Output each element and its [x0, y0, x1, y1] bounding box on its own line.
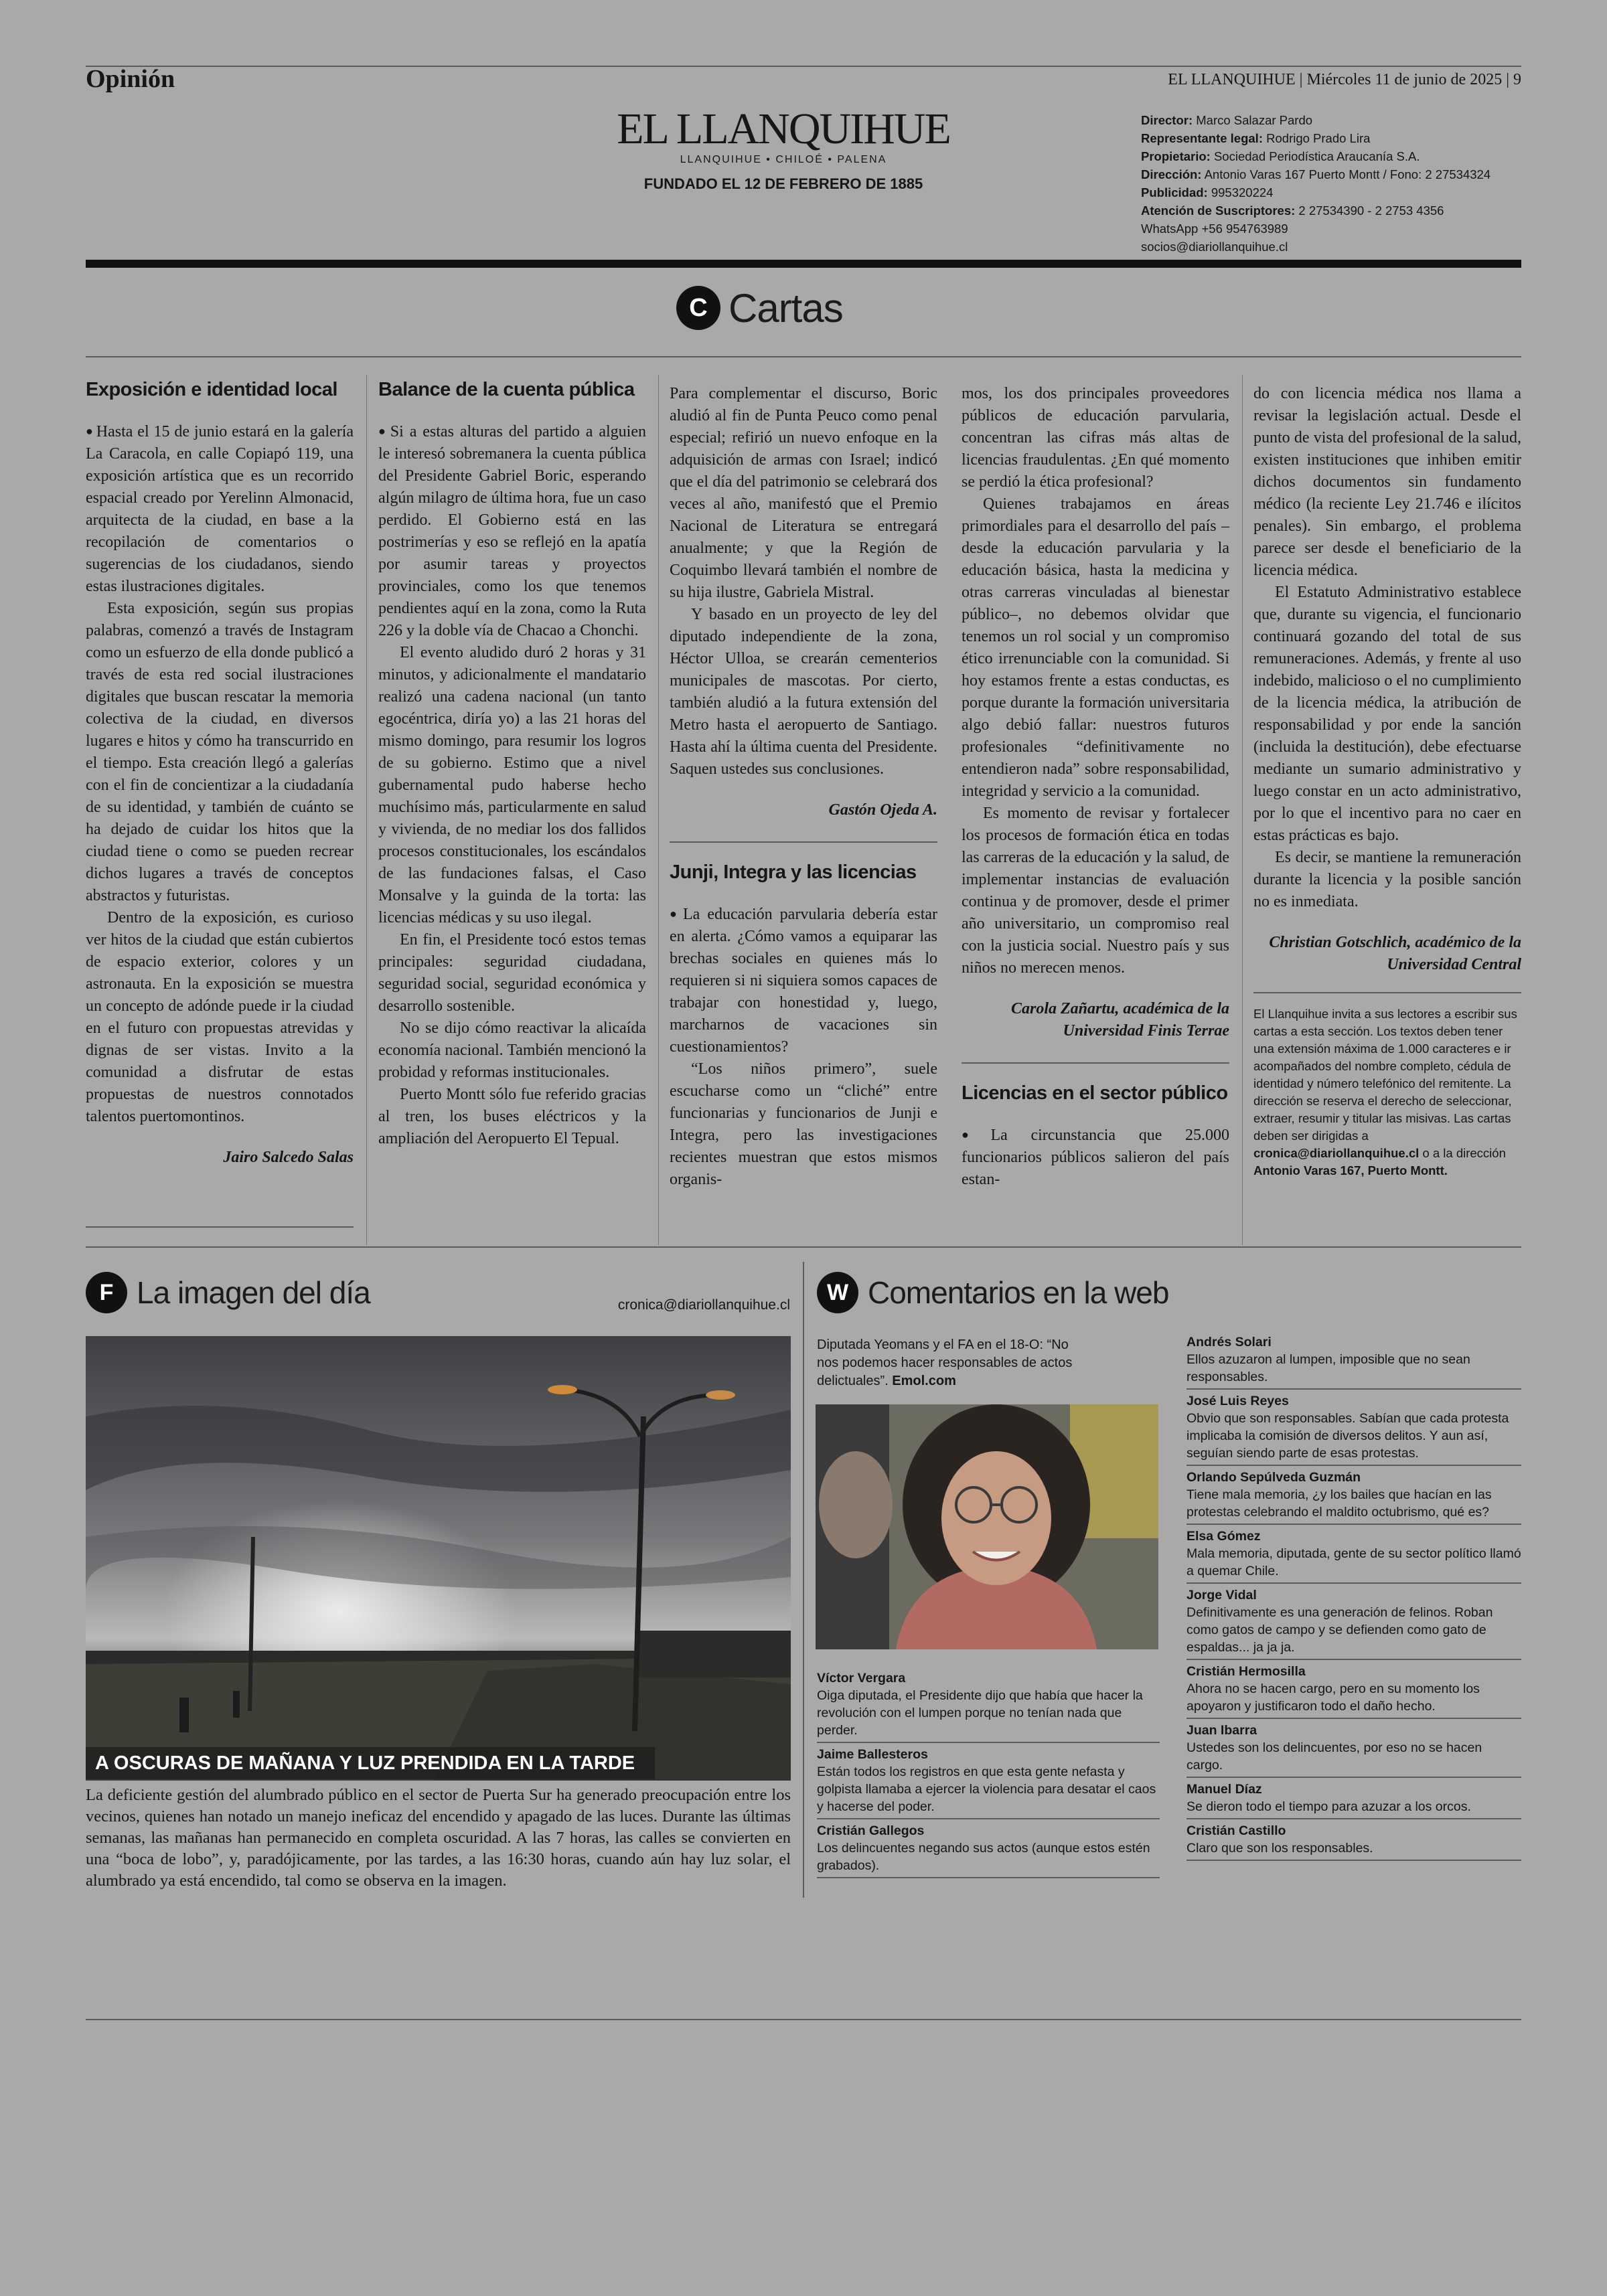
staff-line: Director: Marco Salazar Pardo [1141, 113, 1313, 127]
comment-item [817, 1746, 1160, 1819]
letter-paragraph: Es decir, se mantiene la remuneración durante la licencia y la posible sanción no es inmediata. [1253, 849, 1521, 910]
notice-email-link[interactable]: cronica@diariollanquihue.cl [1253, 1146, 1420, 1160]
staff-line: socios@diariollanquihue.cl [1141, 240, 1288, 254]
bottom-column-divider [803, 1262, 804, 1898]
comment-author: Jaime Ballesteros [817, 1747, 928, 1762]
letter-paragraph: ● Hasta el 15 de junio estará en la galería La Caracola, en calle Copiapó 119, una exposición artística que es un recorrido espacial creado por Yerelinn Almonacid, arquitecta de la ciudad, en base a la recopilación de comentarios o sugerencias de los ciudadanos, siendo estas ilustraciones digitales. [86, 420, 354, 598]
column-four [962, 383, 1229, 1191]
staff-line: Representante legal: Rodrigo Prado Lira [1141, 131, 1371, 145]
cartas-section-title [676, 281, 843, 335]
letter-paragraph: do con licencia médica nos llama a revisar la legislación actual. Desde el punto de vista del profesional de la salud, existen instituciones que inhiben emitir dichos documentos sin fundamento médico (la reciente Ley 21.746 e ilícitos penales). Sin embargo, el problema parece ser desde el beneficiario de la licencia médica. [1253, 385, 1521, 579]
page-bottom-rule [86, 2019, 1521, 2020]
letter-paragraph: Quienes trabajamos en áreas primordiales para el desarrollo del país –desde la educación parvularia y la educación básica, hasta la medicina y otras carreras vinculadas al bienestar público–, no debemos olvidar que tenemos un rol social y un compromiso ético irrenunciable con la comunidad. Si hoy estamos frente a estas conductas, es porque durante la formación universitaria algo debió fallar: nuestros futuros profesionales “definitivamente no entendieron nada” sobre responsabilidad, integridad y servicio a la comunidad. [962, 495, 1229, 800]
comment-text: Se dieron todo el tiempo para azuzar a los orcos. [1187, 1799, 1471, 1814]
comment-text: Están todos los registros en que esta gente nefasta y golpista llamaba a ejercer la violencia para desatar el caos y hacerse del poder. [817, 1765, 1156, 1814]
comment-text: Mala memoria, diputada, gente de su sector político llamó a quemar Chile. [1187, 1546, 1521, 1578]
comment-text: Obvio que son responsables. Sabían que cada protesta implicaba la comisión de diversos delitos. Y aun así, seguían siendo parte de esas protestas. [1187, 1411, 1509, 1461]
column-five [1253, 383, 1521, 1179]
founded-line: FUNDADO EL 12 DE FEBRERO DE 1885 [643, 175, 923, 192]
letter-paragraph: Es momento de revisar y fortalecer los procesos de formación ética en todas las carreras de la educación y la salud, de implementar instancias de evaluación continua y de promover, desde el primer año universitario, un compromiso real con la justicia social. Nuestro país y sus niños no merecen menos. [962, 805, 1229, 977]
comment-text: Los delincuentes negando sus actos (aunque estos estén grabados). [817, 1841, 1150, 1873]
letter-signature: Christian Gotschlich, académico de la Universidad Central [1269, 934, 1521, 973]
letter-paragraph: Dentro de la exposición, es curioso ver hitos de la ciudad que están cubiertos de espacio exterior, colores y un astronauta. En la exposición se muestra un concepto de adónde puede ir la ciudad en el futuro con propuestas atrevidas y dignas de ser vistas. Invito a la comunidad a disfrutar de estas propuestas de nuestros connotados talentos puertomontinos. [86, 909, 354, 1125]
letter-paragraph: El Estatuto Administrativo establece que, durante su vigencia, el funcionario continuará gozando del total de sus remuneraciones. Además, y frente al uso indebido, malicioso o el no cumplimiento de la licencia médica, la atribución de responsabilidad y por ende la sanción (incluida la destitución), debe efectuarse mediante un sumario administrativo y luego constar en un acto administrativo, por lo que el incentivo para no caer en estas prácticas es bajo. [1253, 584, 1521, 844]
letter-paragraph: mos, los dos principales proveedores públicos de educación parvularia, concentran las cifras más altas de licencias fraudulentas. ¿En qué momento se perdió la ética profesional? [962, 385, 1229, 491]
comment-text: Ustedes son los delincuentes, por eso no se hacen cargo. [1187, 1740, 1482, 1773]
comment-item [1187, 1822, 1521, 1861]
notice-address: Antonio Varas 167, Puerto Montt. [1253, 1163, 1448, 1177]
photo-email-link[interactable]: cronica@diariollanquihue.cl [617, 1297, 790, 1313]
comment-item [1187, 1586, 1521, 1660]
staff-line: Publicidad: 995320224 [1141, 185, 1274, 199]
column-divider [1242, 375, 1243, 1245]
comment-author: Orlando Sepúlveda Guzmán [1187, 1470, 1361, 1485]
letter-paragraph: ● Si a estas alturas del partido a alguien le interesó sobremanera la cuenta pública del Presidente Gabriel Boric, esperando algún milagro de última hora, fue un caso perdido. El Gobierno está en las postrimerías y eso se reflejó en la apatía por asumir tareas y proyectos provinciales, como los que tenemos pendientes aquí en la zona, como la Ruta 226 y la doble vía de Chacao a Chonchi. [378, 420, 646, 642]
comment-item [817, 1669, 1160, 1743]
comment-item [1187, 1469, 1521, 1525]
staff-line: Propietario: Sociedad Periodística Araucanía S.A. [1141, 149, 1420, 163]
comment-author: Andrés Solari [1187, 1335, 1272, 1349]
comment-item [817, 1822, 1160, 1878]
cartas-badge-icon: C [676, 286, 720, 330]
lead-source-link[interactable]: Emol.com [892, 1374, 956, 1388]
column-divider [658, 375, 659, 1245]
comment-author: José Luis Reyes [1187, 1394, 1289, 1408]
comment-author: Víctor Vergara [817, 1671, 906, 1686]
comment-item [1187, 1392, 1521, 1466]
staff-line: Atención de Suscriptores: 2 27534390 - 2 2753 4356 [1141, 203, 1444, 218]
masthead [583, 104, 984, 193]
comment-text: Definitivamente es una generación de felinos. Roban como gatos de campo y se defienden como gato de espaldas... ja ja ja. [1187, 1605, 1493, 1655]
photo-caption-title: A OSCURAS DE MAÑANA Y LUZ PRENDIDA EN LA TARDE [86, 1747, 655, 1779]
comment-item [1187, 1333, 1521, 1390]
letter-paragraph: En fin, el Presidente tocó estos temas principales: seguridad ciudadana, seguridad social, seguridad económica y desarrollo sostenible. [378, 931, 646, 1015]
deputy-portrait-illustration [816, 1404, 1158, 1649]
comment-author: Jorge Vidal [1187, 1588, 1257, 1603]
letter-signature: Gastón Ojeda A. [828, 801, 937, 819]
comment-text: Tiene mala memoria, ¿y los bailes que hacían en las protestas celebrando el maldito octubrismo, qué es? [1187, 1487, 1492, 1520]
notice-rule [1253, 992, 1521, 993]
section-divider [86, 1246, 1521, 1248]
staff-line: WhatsApp +56 954763989 [1141, 222, 1288, 236]
web-comments-title [817, 1272, 1168, 1313]
comments-lead: Diputada Yeomans y el FA en el 18-O: “No nos podemos hacer responsables de actos delictuales”. Emol.com [817, 1337, 1073, 1388]
letter-signature: Carola Zañartu, académica de la Universidad Finis Terrae [1011, 1000, 1229, 1040]
letter-headline: Exposición e identidad local [86, 379, 337, 400]
comments-left-list [817, 1669, 1160, 1881]
cartas-title-text: Cartas [729, 285, 843, 331]
dateline: EL LLANQUIHUE | Miércoles 11 de junio de 2025 | 9 [1168, 71, 1521, 88]
street-lamp-photo-illustration [86, 1336, 791, 1781]
comment-item [1187, 1722, 1521, 1778]
letter-paragraph: Para complementar el discurso, Boric aludió al fin de Punta Peuco como penal especial; refirió un nuevo enfoque en la adquisición de armas con Israel; indicó que el día del patrimonio se celebrará dos veces al año, manifestó que el Premio Nacional de Literatura se entregará anualmente; y que la Región de Coquimbo llevará también el nombre de su hija ilustre, Gabriela Mistral. [670, 385, 937, 601]
letter-paragraph: ● La circunstancia que 25.000 funcionarios públicos salieron del país estan- [962, 1124, 1229, 1191]
letter-headline: Junji, Integra y las licencias [670, 862, 917, 883]
staff-line: Dirección: Antonio Varas 167 Puerto Montt / Fono: 2 27534324 [1141, 167, 1491, 181]
comment-text: Ellos azuzaron al lumpen, imposible que no sean responsables. [1187, 1352, 1470, 1384]
letter-paragraph: Y basado en un proyecto de ley del diputado independiente de la zona, Héctor Ulloa, se crearán cementerios municipales de mascotas. Por cierto, también aludió a la futura extensión del Metro hasta el aeropuerto de Santiago. Hasta ahí la última cuenta del Presidente. Saquen ustedes sus conclusiones. [670, 606, 937, 778]
letter-paragraph: “Los niños primero”, suele escucharse como un “cliché” entre funcionarias y funcionarios de Junji e Integra, pero las investigaciones recientes muestran que estos mismos organis- [670, 1060, 937, 1188]
letter-signature: Jairo Salcedo Salas [223, 1149, 354, 1166]
letter-paragraph: Puerto Montt sólo fue referido gracias al tren, los buses eléctricos y la ampliación del Aeropuerto El Tepual. [378, 1086, 646, 1147]
comment-text: Claro que son los responsables. [1187, 1841, 1373, 1856]
comment-author: Cristián Hermosilla [1187, 1664, 1306, 1679]
comment-author: Elsa Gómez [1187, 1529, 1261, 1544]
staff-box [1141, 111, 1523, 256]
comment-item [1187, 1663, 1521, 1719]
masthead-subtitle: LLANQUIHUE • CHILOÉ • PALENA [680, 154, 887, 165]
letter-paragraph: ● La educación parvularia debería estar en alerta. ¿Cómo vamos a equiparar las brechas sociales en quienes más lo requieren si ni siquiera somos capaces de trabajar con honestidad y, luego, marcharnos de vacaciones sin cuestionamientos? [670, 903, 937, 1058]
newspaper-logo: EL LLANQUIHUE [617, 104, 950, 153]
letter-end-rule [86, 1226, 354, 1228]
letter-paragraph: No se dijo cómo reactivar la alicaída economía nacional. También mencionó la probidad y reformas institucionales. [378, 1019, 646, 1081]
web-comments-badge-icon: W [817, 1272, 858, 1313]
top-rule [86, 66, 1521, 67]
header-thick-rule [86, 260, 1521, 268]
web-comments-title-text: Comentarios en la web [868, 1275, 1169, 1310]
letter-headline: Balance de la cuenta pública [378, 379, 635, 400]
comment-text: Ahora no se hacen cargo, pero en su momento los apoyaron y justificaron todo el daño hecho. [1187, 1682, 1480, 1714]
letter-end-rule [962, 1062, 1229, 1064]
comments-right-list [1187, 1333, 1521, 1864]
image-of-day-title-text: La imagen del día [137, 1275, 370, 1310]
cartas-rule [86, 356, 1521, 357]
letter-headline: Licencias en el sector público [962, 1082, 1228, 1104]
comment-item [1187, 1528, 1521, 1584]
letter-balance [378, 378, 646, 1150]
letter-paragraph: El evento aludido duró 2 horas y 31 minutos, y adicionalmente el mandatario realizó una cadena nacional (un tanto egocéntrica, diría yo) a las 21 horas del mismo domingo, para resumir los logros de su gobierno. Estimo que a nivel gubernamental pudo haberse hecho muchísimo más, particularmente en salud y vivienda, de no mediar los dos fallidos procesos constitucionales, los escándalos de las fundaciones falsas, el Caso Monsalve y la guinda de la torta: las licencias médicas y su uso ilegal. [378, 644, 646, 926]
comment-text: Oiga diputada, el Presidente dijo que había que hacer la revolución con el lumpen porque no tenían nada que perder. [817, 1688, 1143, 1738]
section-label: Opinión [86, 65, 175, 93]
column-three [670, 383, 937, 1191]
letter-paragraph: Esta exposición, según sus propias palabras, comenzó a través de Instagram como un esfuerzo de ella donde publicó a través de esta red social ilustraciones digitales que buscan rescatar la memoria colectiva de la ciudad, en diversos lugares e hitos y cómo ha transcurrido en el tiempo. Esta creación llegó a galerías con el fin de concientizar a la ciudadanía de su identidad, y también de cuánto se ha dejado de cuidar los hitos que la ciudad tiene o como se pueden recrear dichos lugares a través de conceptos abstractos y futuristas. [86, 600, 354, 904]
comment-author: Cristián Castillo [1187, 1823, 1286, 1838]
comment-item [1187, 1781, 1521, 1819]
letter-end-rule [670, 841, 937, 843]
street-lamp-photo [86, 1336, 791, 1781]
photo-caption-text: La deficiente gestión del alumbrado público en el sector de Puerta Sur ha generado preocupación entre los vecinos, quienes han notado un manejo ineficaz del encendido y apagado de las luces. Durante las últimas semanas, las mañanas han permanecido en completa oscuridad. A las 7 horas, las calles se convierten en una “boca de lobo”, y, paradójicamente, por las tardes, a las 16:30 horas, cuando aún hay luz solar, el alumbrado ya está encendido, tal como se observa en la imagen. [86, 1786, 791, 1890]
comment-author: Manuel Díaz [1187, 1782, 1262, 1797]
letters-notice: El Llanquihue invita a sus lectores a escribir sus cartas a esta sección. Los textos deben tener una extensión máxima de 1.000 caracteres e ir acompañados del nombre completo, cédula de identidad y número telefónico del remitente. La dirección se reserva el derecho de seleccionar, extraer, resumir y titular las misivas. Las cartas deben ser dirigidas a cronica@diariollanquihue.cl o a la dirección Antonio Varas 167, Puerto Montt. [1253, 1007, 1517, 1177]
letter-exposicion [86, 378, 354, 1169]
image-of-day-title [86, 1272, 370, 1313]
column-divider [366, 375, 367, 1245]
deputy-portrait-photo [816, 1404, 1158, 1649]
comment-author: Juan Ibarra [1187, 1723, 1257, 1738]
image-of-day-badge-icon: F [86, 1272, 127, 1313]
comment-author: Cristián Gallegos [817, 1823, 925, 1838]
